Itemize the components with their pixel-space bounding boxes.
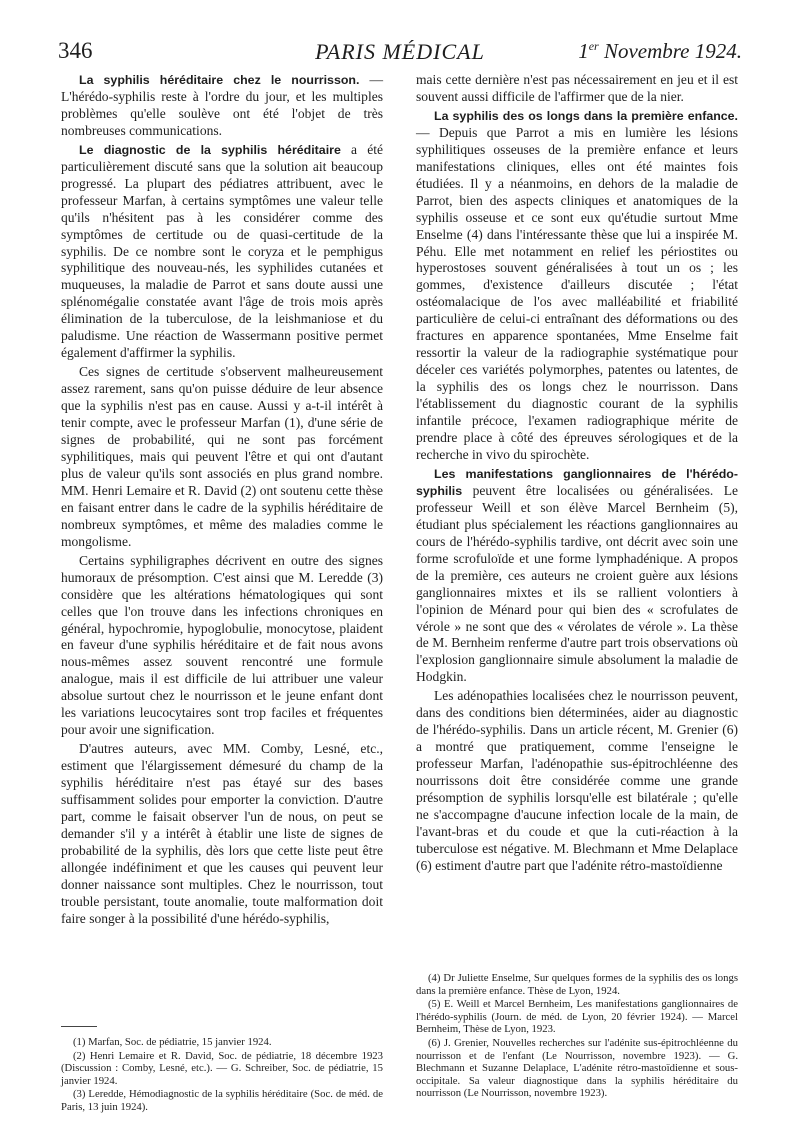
paragraph-text: mais cette dernière n'est pas nécessairement en jeu et il est souvent aussi difficile de l'affirmer que de la nier. xyxy=(416,72,738,104)
footnotes-right xyxy=(416,972,738,1101)
page-number: 346 xyxy=(58,38,93,63)
issue-date-rest: Novembre 1924. xyxy=(598,39,742,63)
paragraph xyxy=(61,364,383,550)
footnote: (2) Henri Lemaire et R. David, Soc. de pédiatrie, 18 décembre 1923 (Discussion : Comby, Lesné, etc.). — G. Schreiber, Soc. de pédiatrie, 15 janvier 1924. xyxy=(61,1049,383,1087)
footnote: (4) Dr Juliette Enselme, Sur quelques formes de la syphilis des os longs dans la première enfance. Thèse de Lyon, 1924. xyxy=(416,972,738,997)
paragraph-heading: Le diagnostic de la syphilis héréditaire xyxy=(79,142,341,157)
journal-title: PARIS MÉDICAL xyxy=(315,39,485,64)
paragraph-heading: Les manifestations ganglionnaires de l'hérédo-syphilis xyxy=(416,466,738,498)
paragraph xyxy=(416,108,738,464)
paragraph-text: — L'hérédo-syphilis reste à l'ordre du jour, et les multiples problèmes qu'elle soulève ont été l'objet de très nombreuses communications. xyxy=(61,72,383,138)
paragraph xyxy=(61,72,383,140)
paragraph xyxy=(416,72,738,106)
paragraph-heading: La syphilis des os longs dans la première enfance. xyxy=(434,108,738,123)
issue-date-day: 1 xyxy=(578,39,589,63)
footnote: (5) E. Weill et Marcel Bernheim, Les manifestations ganglionnaires de l'hérédo-syphilis (Journ. de méd. de Lyon, 20 février 1924). — Marcel Bernheim, Thèse de Lyon, 1923. xyxy=(416,998,738,1036)
paragraph xyxy=(61,142,383,362)
page-header xyxy=(58,38,742,66)
paragraph xyxy=(416,688,738,874)
issue-date xyxy=(578,39,742,64)
paragraph xyxy=(61,553,383,739)
paragraph-text: D'autres auteurs, avec MM. Comby, Lesné, etc., estiment que l'élargissement démesuré du champ de la syphilis héréditaire n'est pas étayé sur des bases suffisamment solides pour emporter la conviction. D'autre part, comme le faisait observer l'un de nous, on peut se demander s'il y a intérêt à établir une liste de signes de probabilité de la syphilis, dès lors que cette liste peut être allongée indéfiniment et que les causes qui peuvent leur donner naissance sont multiples. Chez le nourrisson, tout trouble persistant, toute anomalie, toute malformation doit faire songer à la possibilité d'une hérédo-syphilis, xyxy=(61,741,383,926)
footnotes-left xyxy=(61,1036,383,1115)
paragraph-text: — Depuis que Parrot a mis en lumière les lésions syphilitiques osseuses de la première enfance et leurs manifestations cliniques, elles ont été maintes fois étudiées. Il y a néanmoins, en dehors de la maladie de Parrot, bien des aspects cliniques et anatomiques de la syphilis osseuse et ce sont eux qu'étudie surtout Mme Enselme (4) dans l'intéressante thèse que lui a inspirée M. Péhu. Elle met notamment en relief les périostites ou hyperostoses souvent généralisées à tout un os ; les gommes, d'existence d'ailleurs discutée ; l'état ostéomalacique de l'os avec malléabilité et friabilité particulière de celui-ci entraînant des déformations ou des fractures en apparence spontanées, Mme Enselme fait ressortir la valeur de la radiographie systématique pour déceler ces variétés polymorphes, patentes ou latentes, de la syphilis des os longs chez le nourrisson. Dans l'établissement du diagnostic courant de la syphilis infantile précoce, l'examen radiographique mérite de prendre place à côté des épreuves sérologiques et de la recherche in vivo du spirochète. xyxy=(416,124,738,462)
paragraph-text: Ces signes de certitude s'observent malheureusement assez rarement, sans qu'on puisse déduire de leur absence que la syphilis n'est pas en cause. Aussi y a-t-il intérêt à tenir compte, avec le professeur Marfan (1), d'une série de signes de probabilité, qui ne sont pas forcément syphilitiques, mais qui peuvent l'être et qui ont d'autant plus de valeur qu'ils sont associés en plus grand nombre. MM. Henri Lemaire et R. David (2) ont soutenu cette thèse en faisant entrer dans le cadre de la syphilis héréditaire de nombreux symptômes, et même des maladies comme le mongolisme. xyxy=(61,364,383,549)
paragraph-text: Les adénopathies localisées chez le nourrisson peuvent, dans des conditions bien déterminées, aider au diagnostic de l'hérédo-syphilis. Dans un article récent, M. Grenier (6) a montré que pratiquement, comme l'enseigne le professeur Marfan, l'adénopathie sus-épitrochléenne des nourrissons doit être considérée comme une grande présomption de syphilis lorsqu'elle est bilatérale ; qu'elle ne s'accompagne d'aucune infection locale de la main, de l'avant-bras et du coude et que la cuti-réaction à la tuberculose est négative. M. Blechmann et Mme Delaplace (6) estiment d'autre part que l'adénite rétro-mastoïdienne xyxy=(416,688,738,873)
paragraph-text: a été particulièrement discuté sans que la solution ait beaucoup progressé. La plupart des pédiatres attribuent, avec le professeur Marfan, à certains symptômes une valeur telle qu'ils n'hésitent pas à les considérer comme des symptômes de certitude ou de quasi-certitude de la syphilis. De ce nombre sont le coryza et le pemphigus syphilitique des nouveau-nés, les syphilides cutanées et muqueuses, la maladie de Parrot et sans doute aussi une splénomégalie constatée avant l'âge de trois mois après élimination de la tuberculose, de la leishmaniose et du paludisme. Une réaction de Wassermann positive permet également d'affirmer la syphilis. xyxy=(61,141,384,361)
left-column xyxy=(61,72,383,928)
footnote: (3) Leredde, Hémodiagnostic de la syphilis héréditaire (Soc. de méd. de Paris, 13 juin 1924). xyxy=(61,1088,383,1113)
paragraph xyxy=(61,741,383,927)
paragraph-heading: La syphilis héréditaire chez le nourrisson. xyxy=(79,73,360,87)
footnote: (1) Marfan, Soc. de pédiatrie, 15 janvier 1924. xyxy=(73,1036,272,1048)
footnote: (6) J. Grenier, Nouvelles recherches sur l'adénite sus-épitrochléenne du nourrisson et de l'enfant (Le Nourrisson, novembre 1923). — G. Blechmann et Suzanne Delaplace, L'adénite rétro-mastoïdienne et sous-occipitale. Sa valeur diagnostique dans la syphilis héréditaire du nourrisson (Le Nourrisson, novembre 1923). xyxy=(416,1036,738,1100)
right-column xyxy=(416,72,738,875)
issue-date-sup: er xyxy=(588,39,599,53)
paragraph xyxy=(416,466,738,686)
footnote-rule xyxy=(61,1026,97,1027)
paragraph-text: peuvent être localisées ou généralisées. Le professeur Weill et son élève Marcel Bernheim (5), étudiant plus spécialement les réactions ganglionnaires au cours de l'hérédo-syphilis tardive, ont décrit avec soin une forme scrofuloïde et une forme lymphadénique. A propos de la première, ces auteurs ne croient guère aux lésions ganglionnaires mixtes et ils se rallient volontiers à l'opinion de Ménard pour qui bien des « scrofulates de vérole » ne sont que des « vérolates de vérole ». La thèse de M. Bernheim renferme d'autre part trois observations où l'explosion ganglionnaire simule absolument la maladie de Hodgkin. xyxy=(416,482,738,685)
paragraph-text: Certains syphiligraphes décrivent en outre des signes humoraux de présomption. C'est ainsi que M. Leredde (3) considère que les altérations hématologiques qui sont celles que l'on trouve dans les infections chroniques en général, hypochromie, hypoglobulie, monocytose, plaident en faveur d'une syphilis héréditaire et de fait nous avons nous-mêmes assez souvent rencontré une formule analogue, mais il est difficile de lui attribuer une valeur absolue surtout chez le nourrisson et le jeune enfant dont les variations leucocytaires sont trop faciles et fréquentes pour avoir une signification. xyxy=(61,552,383,738)
